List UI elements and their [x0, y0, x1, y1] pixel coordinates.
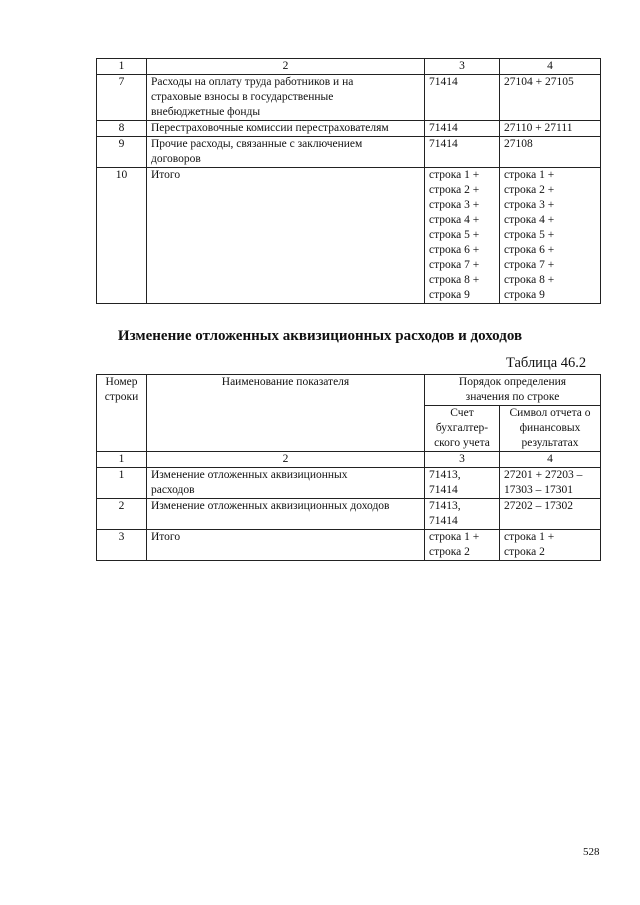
header-cell: 2 [147, 59, 425, 75]
row-name: Итого [147, 168, 425, 304]
row-name: Изменение отложенных аквизиционных расходов [147, 468, 425, 499]
table-caption: Таблица 46.2 [506, 355, 587, 371]
row-account: 71414 [425, 75, 500, 121]
row-name: Изменение отложенных аквизиционных доходов [147, 499, 425, 530]
header-cell: 1 [97, 59, 147, 75]
table-header-row [97, 375, 601, 406]
header-report-symbol: Символ отчета о финансовых результатах [500, 406, 601, 452]
table-header-row [97, 59, 601, 75]
row-account: 71414 [425, 121, 500, 137]
numbering-cell: 1 [97, 452, 147, 468]
table-numbering-row [97, 452, 601, 468]
numbering-cell: 3 [425, 452, 500, 468]
row-name: Итого [147, 530, 425, 561]
table-46-2 [96, 374, 601, 561]
row-number: 9 [97, 137, 147, 168]
row-symbol: 27104 + 27105 [500, 75, 601, 121]
row-number: 2 [97, 499, 147, 530]
row-name: Перестраховочные комиссии перестрахователям [147, 121, 425, 137]
row-symbol: 27201 + 27203 – 17303 – 17301 [500, 468, 601, 499]
row-account: 71413, 71414 [425, 499, 500, 530]
numbering-cell: 4 [500, 452, 601, 468]
table-row [97, 468, 601, 499]
row-symbol: строка 1 + строка 2 + строка 3 + строка 4 + строка 5 + строка 6 + строка 7 + строка 8 + строка 9 [500, 168, 601, 304]
section-heading: Изменение отложенных аквизиционных расходов и доходов [117, 328, 523, 344]
row-symbol: 27108 [500, 137, 601, 168]
header-cell: 4 [500, 59, 601, 75]
row-account: строка 1 + строка 2 [425, 530, 500, 561]
header-cell: 3 [425, 59, 500, 75]
row-account: строка 1 + строка 2 + строка 3 + строка 4 + строка 5 + строка 6 + строка 7 + строка 8 + строка 9 [425, 168, 500, 304]
row-number: 10 [97, 168, 147, 304]
table-row [97, 75, 601, 121]
row-symbol: строка 1 + строка 2 [500, 530, 601, 561]
page-number: 528 [583, 846, 600, 858]
row-number: 7 [97, 75, 147, 121]
table-row [97, 168, 601, 304]
table-row [97, 499, 601, 530]
table-row [97, 137, 601, 168]
row-account: 71413, 71414 [425, 468, 500, 499]
row-symbol: 27202 – 17302 [500, 499, 601, 530]
header-indicator-name: Наименование показателя [147, 375, 425, 452]
row-name: Прочие расходы, связанные с заключением договоров [147, 137, 425, 168]
header-determination-order: Порядок определения значения по строке [425, 375, 601, 406]
row-account: 71414 [425, 137, 500, 168]
header-row-number: Номер строки [97, 375, 147, 452]
row-number: 8 [97, 121, 147, 137]
numbering-cell: 2 [147, 452, 425, 468]
table-row [97, 121, 601, 137]
row-symbol: 27110 + 27111 [500, 121, 601, 137]
row-name: Расходы на оплату труда работников и на страховые взносы в государственные внебюджетные фонды [147, 75, 425, 121]
table-row [97, 530, 601, 561]
row-number: 3 [97, 530, 147, 561]
header-account: Счет бухгалтер- ского учета [425, 406, 500, 452]
table-46-1-continuation [96, 58, 601, 304]
row-number: 1 [97, 468, 147, 499]
